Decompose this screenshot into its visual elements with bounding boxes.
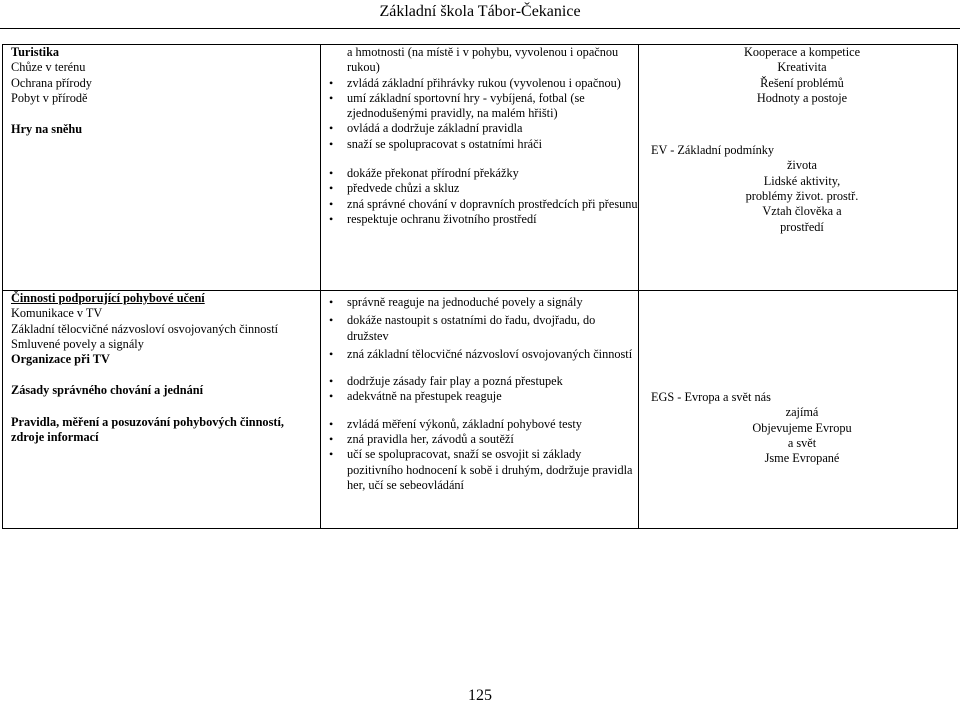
header-divider: [0, 28, 960, 29]
curriculum-table: [2, 44, 958, 529]
topic-heading: Organizace při TV: [11, 352, 110, 367]
topic-item: Pobyt v přírodě: [11, 90, 88, 105]
theme-item: a svět: [787, 435, 817, 450]
topic-item: Základní tělocvičné názvosloví osvojovaných činností: [11, 321, 279, 336]
topic-heading: Zásady správného chování a jednání: [11, 383, 204, 398]
list-item: • respektuje ochranu životního prostředí: [329, 212, 638, 227]
theme-item: Objevujeme Evropu: [752, 420, 852, 435]
topic-heading: Turistika: [11, 45, 60, 59]
theme-item: Jsme Evropané: [764, 451, 840, 466]
outcome-list: [329, 166, 638, 227]
outcomes-cell: [321, 45, 639, 291]
theme-title: EGS - Evropa a svět nás: [651, 390, 771, 404]
theme-item: života: [786, 158, 818, 173]
list-item: • ovládá a dodržuje základní pravidla: [329, 121, 638, 136]
topic-cell: [3, 291, 321, 529]
theme-item: Vztah člověka a: [762, 204, 842, 219]
table-row: [3, 45, 958, 291]
theme-item: prostředí: [780, 219, 824, 234]
topic-item: Ochrana přírody: [11, 75, 92, 90]
list-item: • zvládá základní přihrávky rukou (vyvolenou i opačnou): [329, 76, 638, 91]
theme-item: Kooperace a kompetice: [743, 45, 861, 59]
list-item: • zná základní tělocvičné názvosloví osvojovaných činností: [329, 347, 638, 362]
outcomes-cell: [321, 291, 639, 529]
topic-item: Chůze v terénu: [11, 60, 86, 75]
list-item: • učí se spolupracovat, snaží se osvojit si základy pozitivního hodnocení k sobě i druhým, dodržuje pravidla her, učí se sebeovládání: [329, 447, 638, 493]
topic-item: Komunikace v TV: [11, 306, 103, 321]
theme-item: Kreativita: [777, 60, 827, 75]
list-item: • snaží se spolupracovat s ostatními hráči: [329, 137, 638, 152]
topic-heading: Hry na sněhu: [11, 122, 83, 137]
outcome-continuation: a hmotnosti (na místě i v pohybu, vyvolenou i opačnou rukou): [347, 45, 619, 75]
topic-heading: Činnosti podporující pohybové učení: [11, 291, 205, 305]
table-row: [3, 291, 958, 529]
theme-item: Hodnoty a postoje: [756, 90, 848, 105]
theme-title: EV - Základní podmínky: [651, 143, 775, 158]
list-item: • adekvátně na přestupek reaguje: [329, 389, 638, 404]
topic-heading: Pravidla, měření a posuzování pohybových činností, zdroje informací: [11, 414, 284, 445]
theme-item: problémy život. prostř.: [745, 189, 859, 204]
topic-item: Smluvené povely a signály: [11, 336, 144, 351]
outcome-list: [329, 417, 638, 493]
topic-cell: [3, 45, 321, 291]
crosscurricular-cell: [639, 45, 958, 291]
list-item: • předvede chůzi a skluz: [329, 181, 638, 196]
outcome-list: [329, 295, 638, 362]
page-number: 125: [468, 687, 492, 704]
crosscurricular-cell: [639, 291, 958, 529]
list-item: • dokáže překonat přírodní překážky: [329, 166, 638, 181]
theme-item: Řešení problémů: [760, 75, 844, 90]
list-item: • umí základní sportovní hry - vybíjená, fotbal (se zjednodušenými pravidly, na malém hřišti): [329, 91, 638, 122]
list-item: • správně reaguje na jednoduché povely a signály: [329, 295, 638, 310]
theme-item: zajímá: [785, 405, 819, 420]
outcome-list: [329, 374, 638, 405]
list-item: • dokáže nastoupit s ostatními do řadu, dvojřadu, do družstev: [329, 313, 638, 344]
list-item: • zvládá měření výkonů, základní pohybové testy: [329, 417, 638, 432]
page-header: Základní škola Tábor-Čekanice: [379, 3, 581, 20]
theme-item: Lidské aktivity,: [763, 173, 841, 188]
list-item: • zná správné chování v dopravních prostředcích při přesunu: [329, 197, 638, 212]
outcome-list: [329, 76, 638, 152]
list-item: • dodržuje zásady fair play a pozná přestupek: [329, 374, 638, 389]
list-item: • zná pravidla her, závodů a soutěží: [329, 432, 638, 447]
